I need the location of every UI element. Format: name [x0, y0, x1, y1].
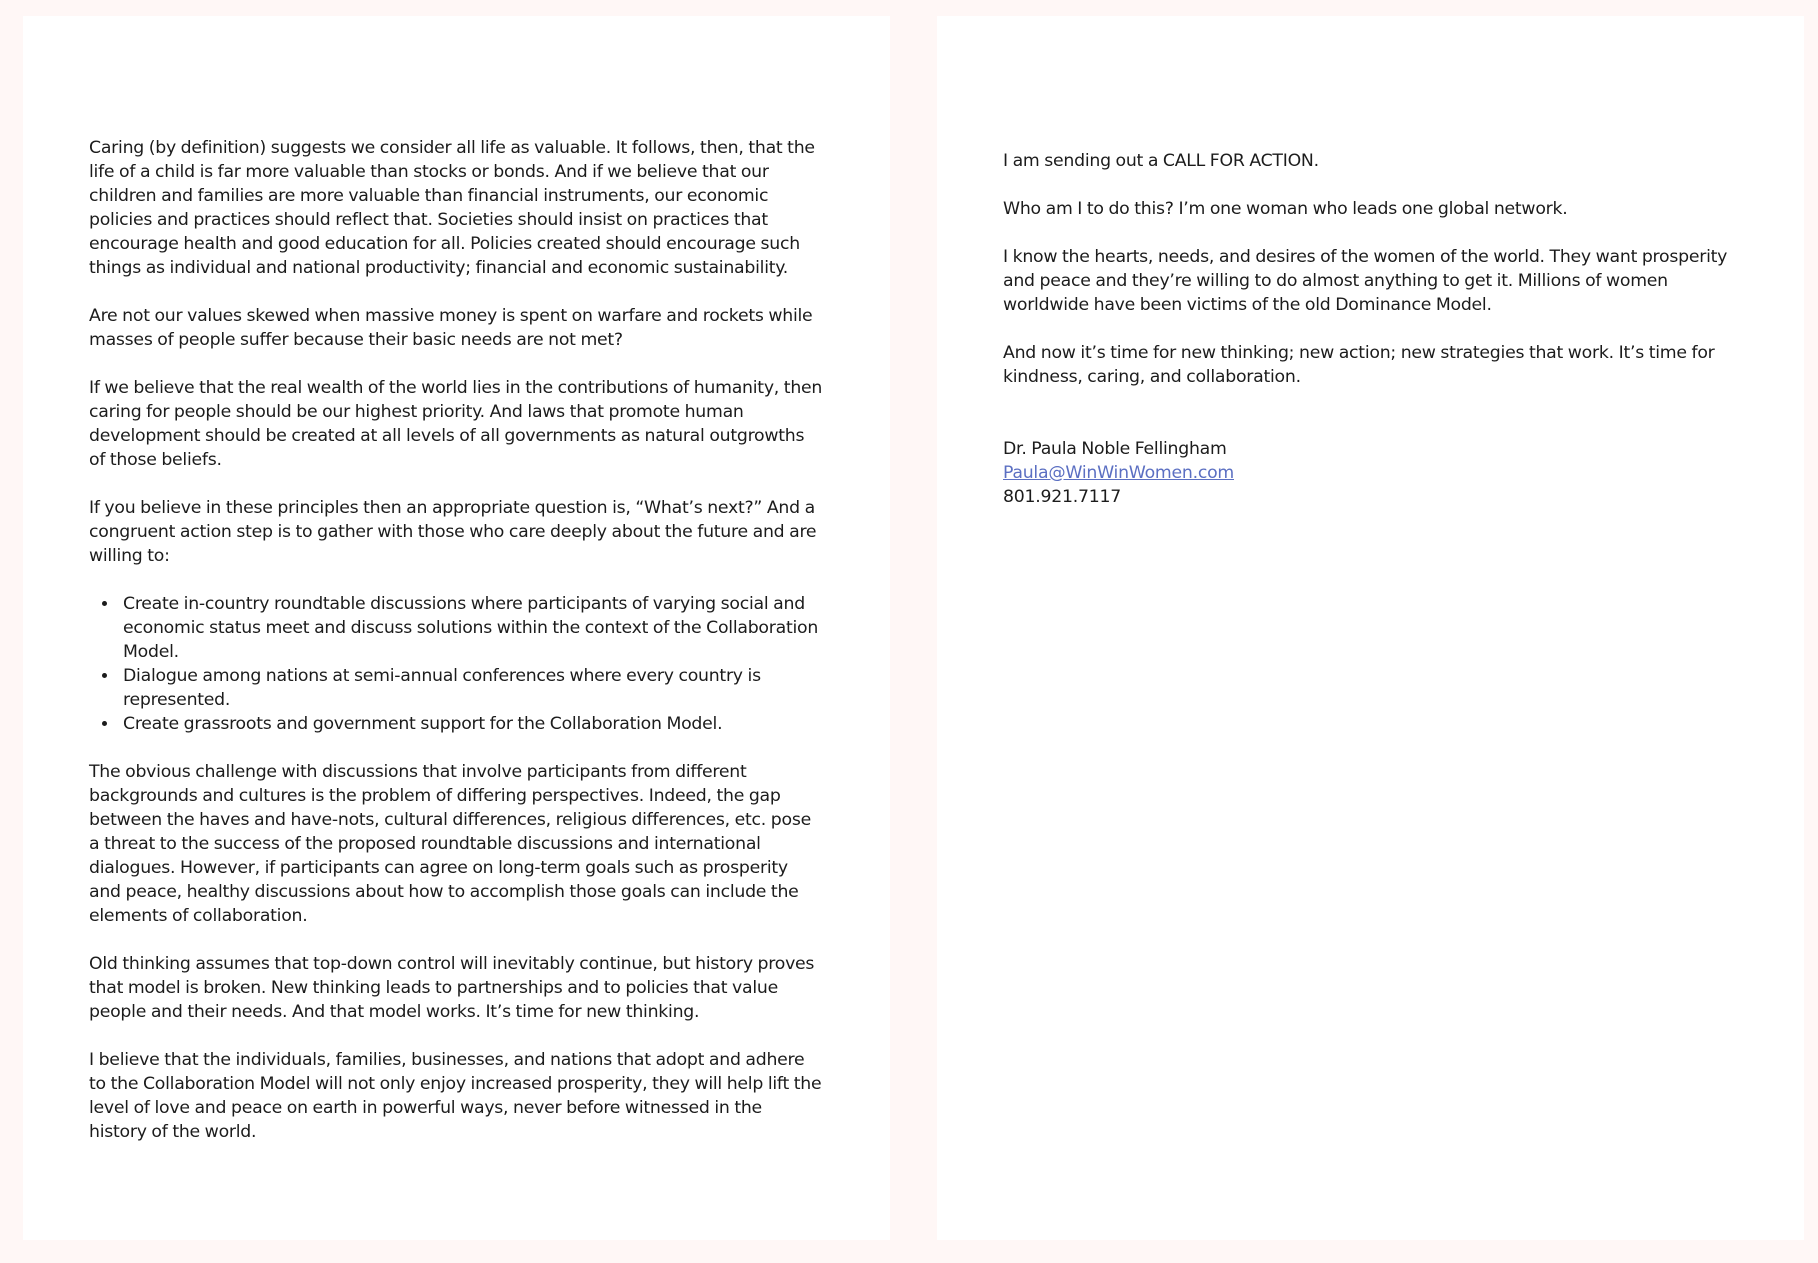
- list-item: • Create in-country roundtable discussions where participants of varying social and economic status meet and discuss solutions within the context of the Collaboration Model.: [119, 592, 824, 664]
- list-item: • Dialogue among nations at semi-annual conferences where every country is represented.: [119, 664, 824, 712]
- paragraph: I believe that the individuals, families, businesses, and nations that adopt and adhere to the Collaboration Model will not only enjoy increased prosperity, they will help lift the level of love and peace on earth in powerful ways, never before witnessed in the history of the world.: [89, 1050, 822, 1142]
- page-right-body: [1003, 149, 1738, 509]
- document-page-left: [23, 16, 890, 1240]
- list-item: • Create grassroots and government support for the Collaboration Model.: [119, 712, 824, 736]
- document-page-right: [937, 16, 1804, 1240]
- paragraph: The obvious challenge with discussions that involve participants from different backgrounds and cultures is the problem of differing perspectives. Indeed, the gap between the haves and have-nots, cultural differences, religious differences, etc. pose a threat to the success of the proposed roundtable discussions and international dialogues. However, if participants can agree on long-term goals such as prosperity and peace, healthy discussions about how to accomplish those goals can include the elements of collaboration.: [89, 762, 811, 926]
- action-list: [89, 592, 824, 736]
- paragraph: And now it’s time for new thinking; new action; new strategies that work. It’s time for kindness, caring, and collaboration.: [1003, 343, 1715, 387]
- paragraph: If you believe in these principles then an appropriate question is, “What’s next?” And a congruent action step is to gather with those who care deeply about the future and are willing to:: [89, 498, 817, 566]
- paragraph: I know the hearts, needs, and desires of the women of the world. They want prosperity and peace and they’re willing to do almost anything to get it. Millions of women worldwide have been victims of the old Dominance Model.: [1003, 247, 1728, 315]
- email-link[interactable]: Paula@WinWinWomen.com: [1003, 463, 1234, 483]
- paragraph: Caring (by definition) suggests we consider all life as valuable. It follows, then, that the life of a child is far more valuable than stocks or bonds. And if we believe that our children and families are more valuable than financial instruments, our economic policies and practices should reflect that. Societies should insist on practices that encourage health and good education for all. Policies created should encourage such things as individual and national productivity; financial and economic sustainability.: [89, 138, 815, 278]
- paragraph: I am sending out a CALL FOR ACTION.: [1003, 151, 1319, 171]
- signature-email-line: [1003, 461, 1738, 485]
- page-left-body: [89, 136, 824, 1144]
- paragraph: If we believe that the real wealth of the world lies in the contributions of humanity, then caring for people should be our highest priority. And laws that promote human development should be created at all levels of all governments as natural outgrowths of those beliefs.: [89, 378, 823, 470]
- signature-block: [1003, 437, 1738, 509]
- paragraph: Are not our values skewed when massive money is spent on warfare and rockets while masses of people suffer because their basic needs are not met?: [89, 306, 813, 350]
- signature-name: Dr. Paula Noble Fellingham: [1003, 439, 1227, 459]
- signature-phone: 801.921.7117: [1003, 487, 1121, 507]
- paragraph: Old thinking assumes that top-down control will inevitably continue, but history proves that model is broken. New thinking leads to partnerships and to policies that value people and their needs. And that model works. It’s time for new thinking.: [89, 954, 815, 1022]
- paragraph: Who am I to do this? I’m one woman who leads one global network.: [1003, 199, 1568, 219]
